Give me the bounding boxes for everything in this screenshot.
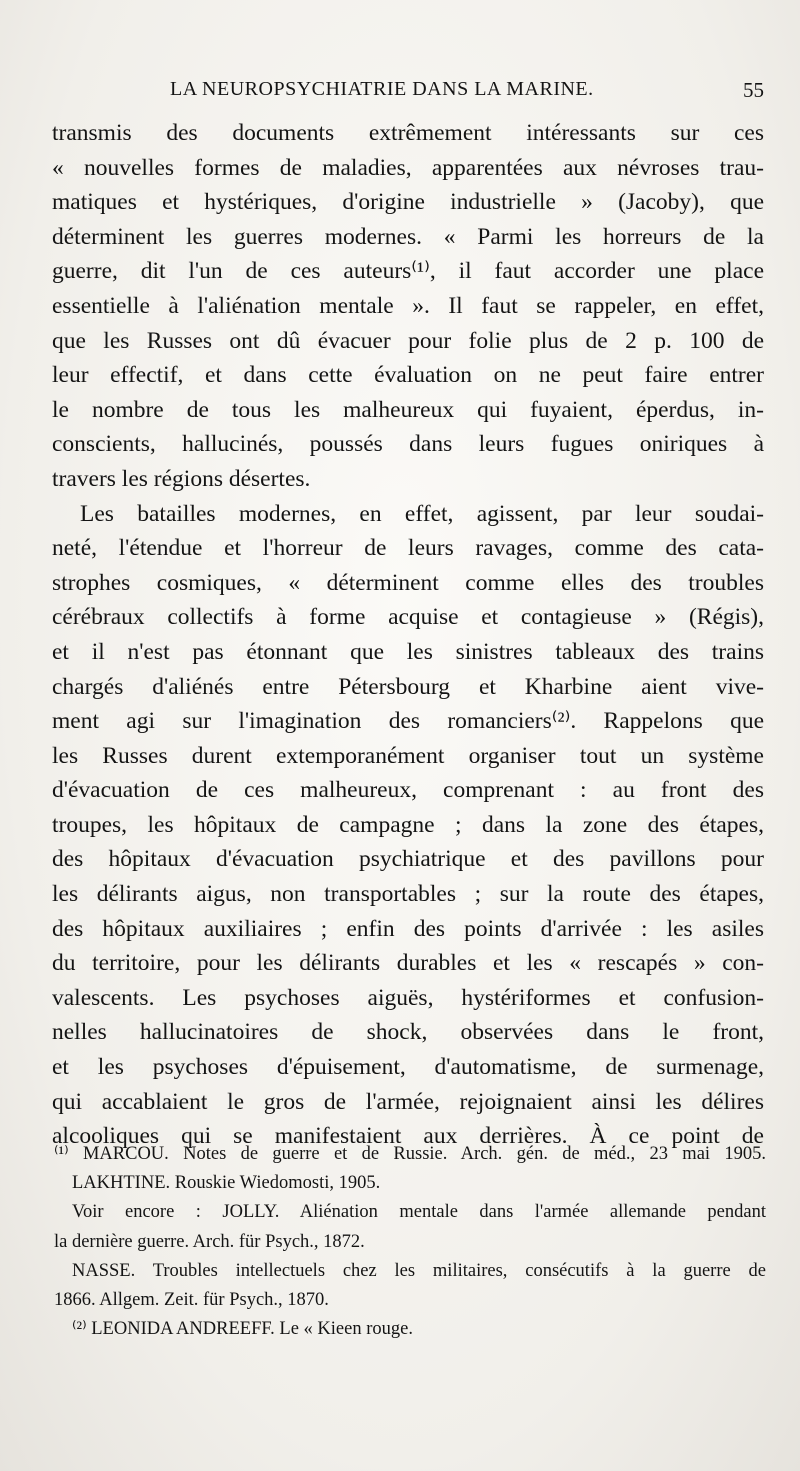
text-line: troupes, les hôpitaux de campagne ; dans la zone des étapes, — [52, 811, 764, 838]
text-line: transmis des documents extrêmement intéressants sur ces — [52, 120, 764, 146]
paragraph-start-line: Les batailles modernes, en effet, agissent, par leur soudai- — [80, 500, 764, 527]
text-line: guerre, dit l'un de ces auteurs⁽¹⁾, il faut accorder une place — [52, 258, 764, 285]
footnote-line: la dernière guerre. Arch. für Psych., 1872. — [54, 1231, 365, 1252]
text-line: strophes cosmiques, « déterminent comme elles des troubles — [52, 569, 764, 596]
text-line: le nombre de tous les malheureux qui fuyaient, éperdus, in- — [52, 396, 764, 423]
text-line: ment agi sur l'imagination des romanciers⁽²⁾. Rappelons que — [52, 708, 764, 735]
text-line: travers les régions désertes. — [52, 465, 311, 492]
text-line: et les psychoses d'épuisement, d'automatisme, de surmenage, — [52, 1054, 764, 1081]
text-line: d'évacuation de ces malheureux, comprenant : au front des — [52, 777, 764, 804]
text-line: qui accablaient le gros de l'armée, rejoignaient ainsi les délires — [52, 1088, 764, 1115]
text-line: du territoire, pour les délirants durables et les « rescapés » con- — [52, 950, 764, 977]
text-line: conscients, hallucinés, poussés dans leurs fugues oniriques à — [52, 431, 764, 458]
text-line: valescents. Les psychoses aiguës, hystériformes et confusion- — [52, 984, 764, 1011]
footnotes — [54, 1140, 766, 1344]
text-line: que les Russes ont dû évacuer pour folie plus de 2 p. 100 de — [52, 327, 764, 354]
text-line: « nouvelles formes de maladies, apparentées aux névroses trau- — [52, 154, 764, 181]
text-line: leur effectif, et dans cette évaluation on ne peut faire entrer — [52, 362, 764, 389]
text-line: déterminent les guerres modernes. « Parmi les horreurs de la — [52, 223, 764, 250]
text-line: chargés d'aliénés entre Pétersbourg et Kharbine aient vive- — [52, 673, 764, 700]
text-line: les Russes durent extemporanément organiser tout un système — [52, 742, 764, 769]
text-line: des hôpitaux auxiliaires ; enfin des points d'arrivée : les asiles — [52, 915, 764, 942]
text-line: cérébraux collectifs à forme acquise et contagieuse » (Régis), — [52, 604, 764, 631]
page-number: 55 — [743, 78, 764, 102]
footnote-line: NASSE. Troubles intellectuels chez les militaires, consécutifs à la guerre de — [72, 1260, 766, 1281]
text-line: les délirants aigus, non transportables ; sur la route des étapes, — [52, 881, 764, 908]
page-header — [52, 76, 764, 106]
footnote-line: 1866. Allgem. Zeit. für Psych., 1870. — [54, 1289, 329, 1310]
footnote-2: ⁽²⁾ LEONIDA ANDREEFF. Le « Kieen rouge. — [72, 1319, 413, 1340]
running-head: LA NEUROPSYCHIATRIE DANS LA MARINE. — [170, 78, 594, 100]
text-line: et il n'est pas étonnant que les sinistres tableaux des trains — [52, 638, 764, 665]
text-line: matiques et hystériques, d'origine industrielle » (Jacoby), que — [52, 189, 764, 216]
footnote-1: ⁽¹⁾ MARCOU. Notes de guerre et de Russie. Arch. gén. de méd., 23 mai 1905. — [54, 1144, 766, 1164]
footnote-line: LAKHTINE. Rouskie Wiedomosti, 1905. — [72, 1173, 381, 1194]
body-text — [52, 116, 764, 1154]
text-line: essentielle à l'aliénation mentale ». Il faut se rappeler, en effet, — [52, 292, 764, 319]
text-line: alcooliques qui se manifestaient aux derrières. À ce point de — [52, 1123, 764, 1150]
text-line: neté, l'étendue et l'horreur de leurs ravages, comme des cata- — [52, 535, 764, 562]
text-line: des hôpitaux d'évacuation psychiatrique et des pavillons pour — [52, 846, 764, 873]
footnote-line: Voir encore : JOLLY. Aliénation mentale dans l'armée allemande pendant — [72, 1202, 766, 1223]
text-line: nelles hallucinatoires de shock, observées dans le front, — [52, 1019, 764, 1046]
